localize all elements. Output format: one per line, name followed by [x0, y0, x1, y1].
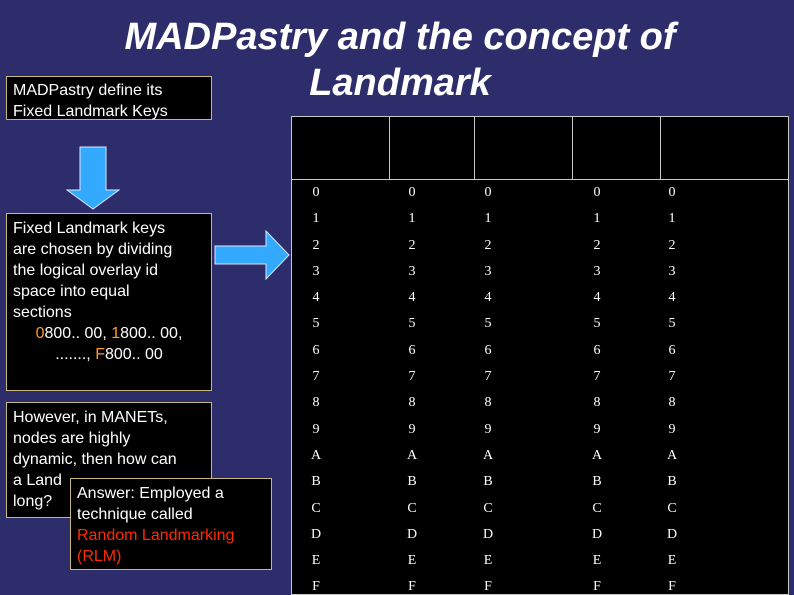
- table-cell: 4: [668, 290, 676, 306]
- table-cell: D: [591, 526, 603, 542]
- table-cell: 4: [593, 290, 601, 306]
- table-cell: 3: [408, 263, 416, 279]
- key-list-line1: [13, 323, 205, 344]
- table-cell: D: [310, 526, 322, 542]
- table-cell: 1: [408, 211, 416, 227]
- table-cell: 0: [593, 185, 601, 200]
- table-column: [291, 185, 346, 595]
- table-cell: 2: [312, 237, 320, 253]
- table-cell: 2: [593, 237, 601, 253]
- table-cell: A: [406, 447, 418, 463]
- table-cell: 7: [668, 369, 676, 385]
- box2-line: sections: [13, 304, 72, 321]
- box3-line: a Land: [13, 472, 62, 489]
- table-cell: E: [667, 553, 677, 569]
- table-cell: 0: [408, 185, 416, 200]
- table-cell: D: [666, 526, 678, 542]
- table-cell: E: [483, 553, 493, 569]
- table-cell: F: [484, 579, 492, 595]
- table-cell: 2: [408, 237, 416, 253]
- table-cell: 8: [408, 395, 416, 411]
- table-cell: 9: [484, 421, 492, 437]
- box4-red1: Random Landmarking: [77, 527, 235, 544]
- key-rest-0: 800.. 00,: [44, 325, 112, 342]
- table-cell: D: [482, 526, 494, 542]
- table-cell: 0: [484, 185, 492, 200]
- table-divider: [660, 117, 661, 179]
- key-list-line2: [13, 344, 205, 365]
- slide-title-line1: MADPastry and the concept of: [124, 16, 676, 58]
- table-cell: 9: [312, 421, 320, 437]
- table-cell: D: [406, 526, 418, 542]
- table-cell: 6: [668, 342, 676, 358]
- fixed-landmark-keys-box: [6, 213, 212, 391]
- box2-line: the logical overlay id: [13, 262, 158, 279]
- table-divider: [389, 117, 390, 179]
- table-column: [458, 185, 518, 595]
- table-cell: 5: [484, 316, 492, 332]
- table-cell: A: [310, 447, 322, 463]
- box2-line: space into equal: [13, 283, 130, 300]
- table-cell: 8: [312, 395, 320, 411]
- table-cell: 5: [668, 316, 676, 332]
- table-cell: 9: [668, 421, 676, 437]
- answer-box: [70, 478, 272, 570]
- key-prefix-1: 1: [111, 325, 121, 342]
- table-cell: 1: [593, 211, 601, 227]
- fixed-landmark-box: [6, 76, 212, 120]
- table-column: [642, 185, 702, 595]
- box3-line: However, in MANETs,: [13, 409, 168, 426]
- table-cell: A: [591, 447, 603, 463]
- table-cell: 7: [484, 369, 492, 385]
- table-cell: B: [667, 474, 677, 490]
- table-cell: F: [593, 579, 601, 595]
- table-cell: B: [407, 474, 417, 490]
- table-cell: 1: [484, 211, 492, 227]
- box1-line1: MADPastry define its: [13, 82, 163, 99]
- table-cell: 7: [312, 369, 320, 385]
- box4-line2: technique called: [77, 506, 193, 523]
- table-cell: 0: [668, 185, 676, 200]
- box1-line2: Fixed Landmark Keys: [13, 103, 168, 120]
- table-cell: 2: [484, 237, 492, 253]
- key-prefix-0: 0: [35, 325, 45, 342]
- table-cell: B: [311, 474, 321, 490]
- table-cell: 7: [408, 369, 416, 385]
- box2-line: Fixed Landmark keys: [13, 220, 166, 237]
- slide-title-line2: Landmark: [309, 62, 491, 104]
- table-divider: [474, 117, 475, 179]
- table-cell: B: [592, 474, 602, 490]
- key-ellipsis: .......,: [55, 346, 96, 363]
- table-cell: 4: [312, 290, 320, 306]
- table-cell: F: [408, 579, 416, 595]
- table-cell: 3: [484, 263, 492, 279]
- box4-line1: Answer: Employed a: [77, 485, 224, 502]
- key-prefix-f: F: [95, 346, 105, 363]
- table-cell: A: [666, 447, 678, 463]
- table-cell: F: [668, 579, 676, 595]
- table-cell: C: [483, 500, 493, 516]
- box3-line: nodes are highly: [13, 430, 131, 447]
- table-cell: 6: [593, 342, 601, 358]
- table-cell: 9: [593, 421, 601, 437]
- table-cell: 6: [408, 342, 416, 358]
- table-cell: 3: [312, 263, 320, 279]
- table-cell: 2: [668, 237, 676, 253]
- table-column: [382, 185, 442, 595]
- table-cell: 1: [668, 211, 676, 227]
- table-cell: 8: [593, 395, 601, 411]
- table-cell: C: [667, 500, 677, 516]
- table-cell: 5: [408, 316, 416, 332]
- table-cell: 6: [484, 342, 492, 358]
- box2-line: are chosen by dividing: [13, 241, 173, 258]
- table-cell: C: [311, 500, 321, 516]
- table-cell: 0: [312, 185, 320, 200]
- table-cell: 6: [312, 342, 320, 358]
- key-rest-1: 800.. 00,: [120, 325, 183, 342]
- table-cell: 5: [593, 316, 601, 332]
- table-column: [567, 185, 627, 595]
- table-cell: 5: [312, 316, 320, 332]
- table-cell: 7: [593, 369, 601, 385]
- table-divider: [572, 117, 573, 179]
- table-cell: A: [482, 447, 494, 463]
- right-arrow-icon: [214, 230, 290, 280]
- table-cell: 8: [668, 395, 676, 411]
- table-cell: 3: [668, 263, 676, 279]
- table-cell: 8: [484, 395, 492, 411]
- table-cell: E: [592, 553, 602, 569]
- table-header-divider: [292, 179, 788, 180]
- box3-line: dynamic, then how can: [13, 451, 177, 468]
- table-cell: C: [407, 500, 417, 516]
- box3-line: long?: [13, 493, 53, 510]
- table-cell: B: [483, 474, 493, 490]
- table-cell: E: [311, 553, 321, 569]
- table-cell: 4: [408, 290, 416, 306]
- down-arrow-icon: [66, 146, 120, 210]
- table-cell: 4: [484, 290, 492, 306]
- landmark-key-table: [291, 116, 789, 595]
- box4-red2: (RLM): [77, 548, 122, 565]
- table-cell: 1: [312, 211, 320, 227]
- table-cell: E: [407, 553, 417, 569]
- table-cell: F: [312, 579, 320, 595]
- table-cell: C: [592, 500, 602, 516]
- table-cell: 9: [408, 421, 416, 437]
- key-rest-f: 800.. 00: [104, 346, 163, 363]
- table-cell: 3: [593, 263, 601, 279]
